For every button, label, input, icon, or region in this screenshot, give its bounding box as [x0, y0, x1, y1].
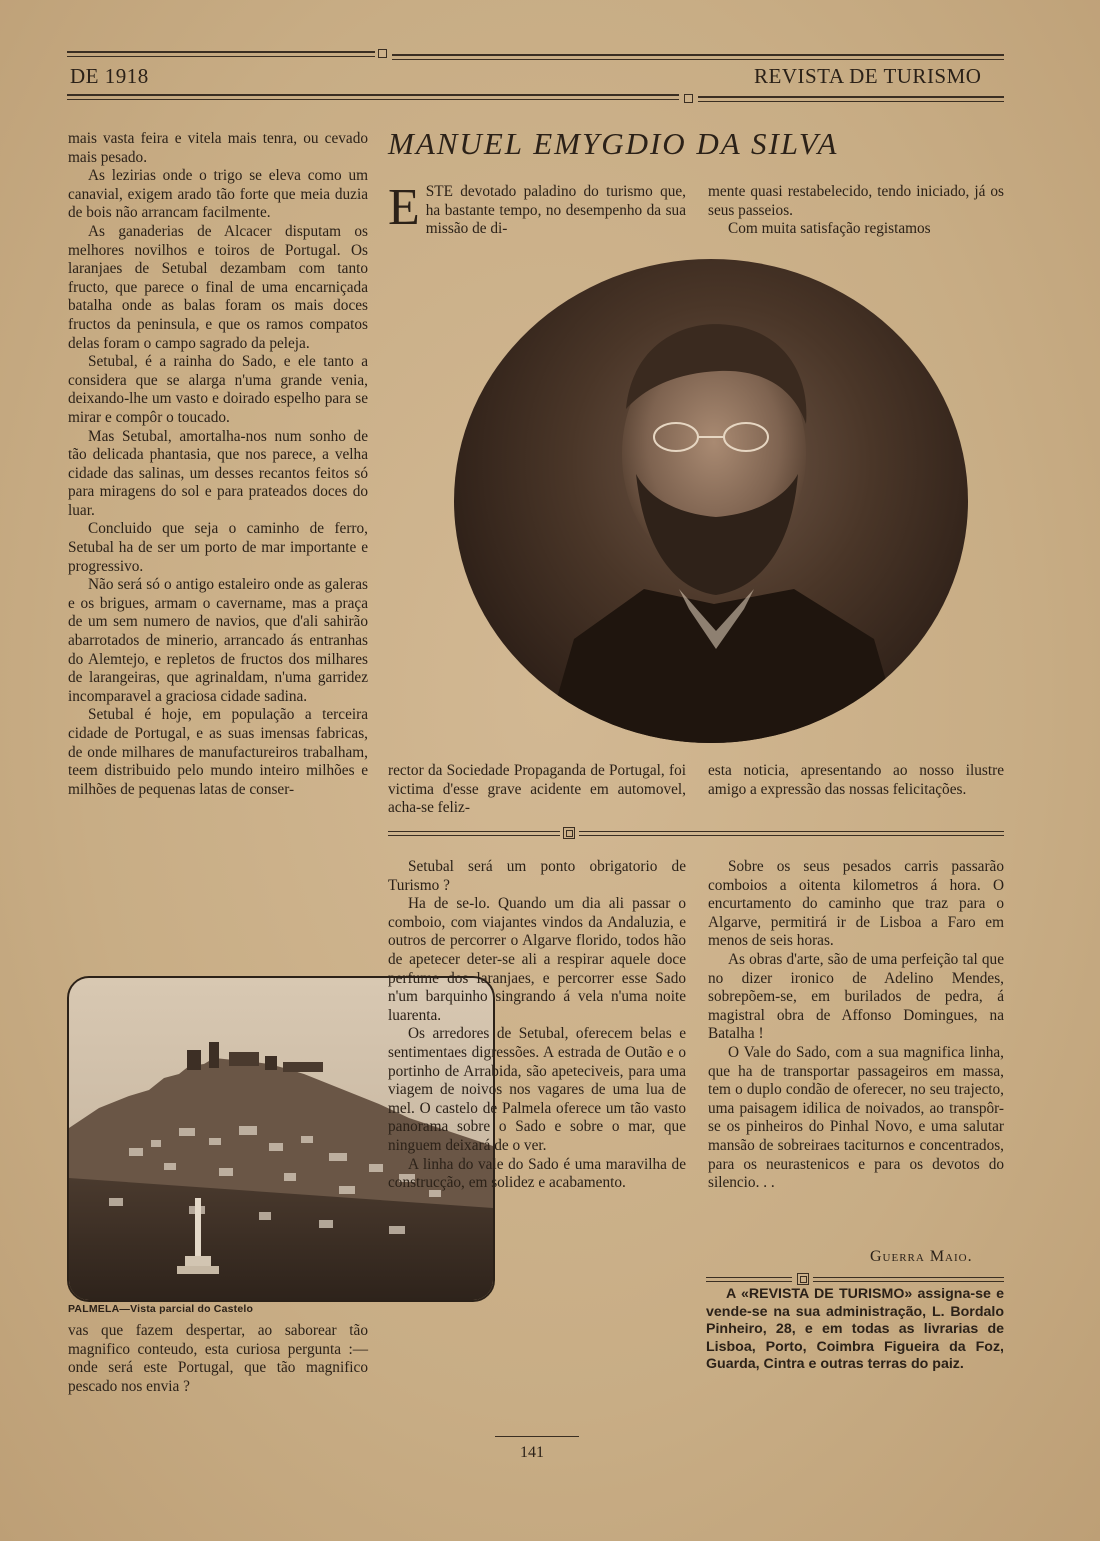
article-intro-text: STE devotado paladino do turismo que, ha bastante tempo, no desempenho da sua missão de di- [425, 183, 686, 238]
header-date: DE 1918 [70, 64, 149, 88]
header-rule-top-left-thin [67, 56, 375, 57]
article-dropcap: E [388, 179, 420, 236]
left-paragraph-4: Setubal, é a rainha do Sado, e ele tanto a considera que se alarga n'uma grande venia, deixando-lhe um vasto e doirado espelho para se mirar e compôr o toucado. [68, 353, 368, 426]
article-col2-top-p2: Com muita satisfação registamos [728, 220, 931, 238]
middle-column [388, 858, 686, 1193]
article-col1-bottom-text: rector da Sociedade Propaganda de Portugal, foi victima d'esse grave acidente em automovel, acha-se feliz- [388, 762, 686, 817]
left-paragraph-3: As ganaderias de Alcacer disputam os melhores novilhos e toiros de Portugal. Os laranjaes de Setubal dezambam com tanto fructo, que parece o final de uma encarniçada batalha onde as balas foram os mais doces fructos da peninsula, e que os ramos compatos delas foram o campo sagrado da peleja. [68, 222, 368, 352]
right-paragraph-1: Sobre os seus pesados carris passarão comboios a oitenta kilometros á hora. O encurtamento do caminho que traz para o Algarve, permitirá ir de Lisboa a Faro em menos de seis horas. [708, 858, 1004, 950]
header-rule-top-left [67, 51, 375, 53]
article-column-2-bottom [708, 762, 1004, 799]
left-paragraph-2: As lezirias onde o trigo se eleva como um canavial, exigem arado tão forte que meia duzia de bois não arrancam facilmente. [68, 167, 368, 222]
header-ornament-bottom [684, 94, 693, 103]
right-paragraph-3: O Vale do Sado, com a sua magnifica linha, que ha de transportar passageiros em massa, tem o duplo condão de oferecer, no seu trajecto, uma paisagem idilica de noivados, ao transpôr-se os pinheiros do Pinhal Novo, e uma salutar mansão de sobreiraes taciturnos e concentrados, para os neurastenicos e para os devotos do silencio. . . [708, 1043, 1004, 1192]
left-column [68, 130, 368, 799]
photo-caption: PALMELA—Vista parcial do Castelo [68, 1303, 254, 1315]
header-rule-bottom-left-thin [67, 99, 679, 100]
article-separator-right-2 [579, 835, 1004, 836]
left-column-continued [68, 1322, 368, 1396]
left-paragraph-5: Mas Setubal, amortalha-nos num sonho de tão delicada phantasia, que nos parece, a velha cidade das salinas, um desses recantos feitos só para miragens do sol e para prateados doces do luar. [68, 427, 368, 519]
header-ornament-top [378, 49, 387, 58]
article-col2-top-p1: mente quasi restabelecido, tendo iniciado, já os seus passeios. [708, 183, 1004, 219]
article-separator-ornament [563, 827, 575, 839]
header-rule-bottom-right-thin [698, 101, 1004, 102]
left-paragraph-7: Não será só o antigo estaleiro onde as galeras e os brigues, armam o cavername, mas a praça de um sem numero de navios, que d'ali sahirão abarrotados de minerio, arrancado ás entranhas do Alemtejo, e repletos de fructos dos milhares de larangeiras, que agrinaldam, n'uma garridez incomparavel a graciosa cidade sadina. [68, 576, 368, 705]
ad-separator-right-2 [813, 1281, 1004, 1282]
article-separator-left-2 [388, 835, 560, 836]
article-separator-right [579, 831, 1004, 832]
article-column-2-top [708, 183, 1004, 239]
middle-paragraph-3: Os arredores de Setubal, oferecem belas e sentimentaes digressões. A estrada de Outão e o portinho de Arrabida, são apeteciveis, para uma viagem de noivos nos vagares de uma lua de mel. O castelo de Palmela oferece um tão vasto panorama sobre o Sado e sobre o mar, que ninguem deixará de o ver. [388, 1025, 686, 1154]
advertisement-text: A «REVISTA DE TURISMO» assigna-se e vende-se na sua administração, L. Bordalo Pinheiro, 28, e em todas as livrarias de Lisboa, Porto, Coimbra Figueira da Foz, Guarda, Cintra e outras terras do paiz. [706, 1286, 1004, 1373]
left-paragraph-6: Concluido que seja o caminho de ferro, Setubal ha de ser um porto de mar importante e progressivo. [68, 520, 368, 575]
ad-separator-right [813, 1277, 1004, 1278]
article-separator-left [388, 831, 560, 832]
right-paragraph-2: As obras d'arte, são de uma perfeição tal que no dizer ironico de Adelino Mendes, sobrepõem-se, em burilados de pedra, á magistral obra de Affonso Domingues, na Batalha ! [708, 950, 1004, 1043]
portrait-photo-manuel-emygdio-da-silva [454, 259, 968, 743]
middle-paragraph-4: A linha do vale do Sado é uma maravilha de construcção, em solidez e acabamento. [388, 1155, 686, 1192]
page-number-rule [495, 1436, 579, 1437]
header-rule-top-right-thin [392, 59, 1004, 60]
right-column [708, 858, 1004, 1193]
article-col2-bottom-text: esta noticia, apresentando ao nosso ilustre amigo a expressão das nossas felicitações. [708, 762, 1004, 798]
author-signature: Guerra Maio. [870, 1248, 973, 1265]
ad-separator-ornament [797, 1273, 809, 1285]
middle-paragraph-2: Ha de se-lo. Quando um dia ali passar o comboio, com viajantes vindos da Andaluzia, e outros de percorrer o Algarve florido, todos hão de apetecer deter-se ali a respirar aquele doce perfume dos laranjaes, e percorrer esse Sado n'um barquinho singrando á vela n'uma noite luarenta. [388, 895, 686, 1024]
article-column-1-bottom [388, 762, 686, 818]
header-rule-bottom-right [698, 96, 1004, 98]
header-rule-bottom-left [67, 94, 679, 96]
header-rule-top-right [392, 54, 1004, 56]
article-title: MANUEL EMYGDIO DA SILVA [388, 126, 839, 161]
header-magazine-name: REVISTA DE TURISMO [754, 64, 982, 88]
page-number: 141 [520, 1444, 544, 1461]
subscription-advertisement [706, 1286, 1004, 1374]
portrait-illustration [454, 259, 968, 743]
left-paragraph-after-photo: vas que fazem despertar, ao saborear tão magnifico conteudo, esta curiosa pergunta :—onde será este Portugal, que tão magnifico pescado nos envia ? [68, 1322, 368, 1395]
ad-separator-left-2 [706, 1281, 792, 1282]
article-column-1-top [388, 179, 686, 239]
left-paragraph-1: mais vasta feira e vitela mais tenra, ou cevado mais pesado. [68, 130, 368, 166]
middle-paragraph-1: Setubal será um ponto obrigatorio de Turismo ? [388, 858, 686, 894]
ad-separator-left [706, 1277, 792, 1278]
left-paragraph-8: Setubal é hoje, em população a terceira cidade de Portugal, e as suas imensas fabricas, de onde milhares de manufactureiros trabalham, teem distribuido pelo mundo inteiro milhões e milhões de pequenas latas de conser- [68, 706, 368, 798]
